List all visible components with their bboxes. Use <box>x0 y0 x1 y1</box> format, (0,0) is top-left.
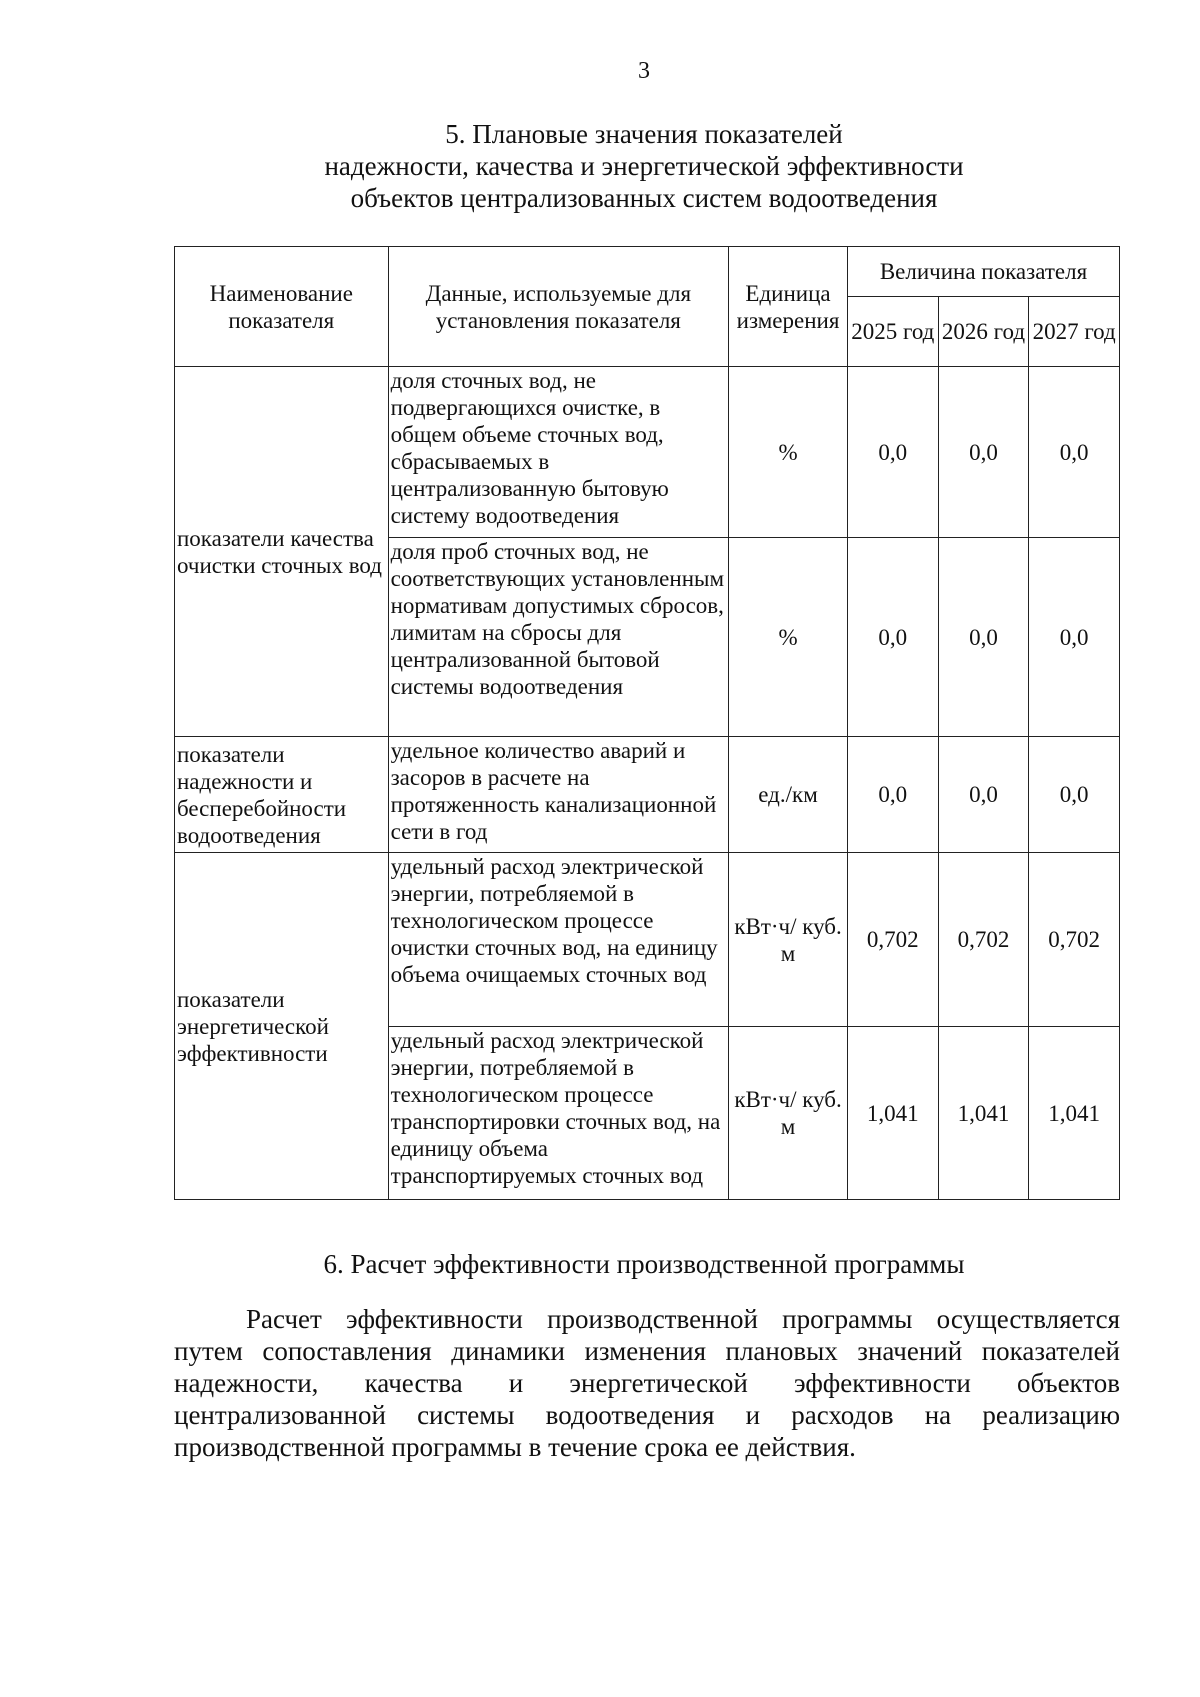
indicators-table <box>174 246 1120 1200</box>
row-value-2025: 0,702 <box>847 853 938 1027</box>
row-value-2027: 1,041 <box>1029 1027 1120 1200</box>
row-data-description: удельный расход электрической энергии, потребляемой в технологическом процессе транспортировки сточных вод, на единицу объема транспортируемых сточных вод <box>388 1027 729 1200</box>
group-name-treatment-quality: показатели качества очистки сточных вод <box>175 367 389 737</box>
page-number: 3 <box>638 58 650 84</box>
section-5-title-line1: 5. Плановые значения показателей <box>445 119 843 149</box>
row-value-2025: 0,0 <box>847 538 938 737</box>
section-6-paragraph: Расчет эффективности производственной программы осуществляется путем сопоставления динамики изменения плановых значений показателей надежности, качества и энергетической эффективности объектов централизованной системы водоотведения и расходов на реализацию производственной программы в течение срока ее действия. <box>174 1304 1120 1462</box>
header-indicator-name: Наименование показателя <box>175 247 389 367</box>
row-unit: % <box>729 538 848 737</box>
group-name-reliability: показатели надежности и бесперебойности водоотведения <box>175 737 389 853</box>
row-unit: кВт·ч/ куб. м <box>729 853 848 1027</box>
group-name-energy-efficiency: показатели энергетической эффективности <box>175 853 389 1200</box>
row-unit: кВт·ч/ куб. м <box>729 1027 848 1200</box>
header-unit: Единица измерения <box>729 247 848 367</box>
row-value-2027: 0,0 <box>1029 737 1120 853</box>
header-year-2025: 2025 год <box>847 297 938 367</box>
row-value-2026: 1,041 <box>938 1027 1029 1200</box>
row-data-description: удельное количество аварий и засоров в расчете на протяженность канализационной сети в год <box>388 737 729 853</box>
row-data-description: удельный расход электрической энергии, потребляемой в технологическом процессе очистки сточных вод, на единицу объема очищаемых сточных вод <box>388 853 729 1027</box>
row-value-2025: 0,0 <box>847 737 938 853</box>
table-row <box>175 853 1120 1027</box>
row-data-description: доля сточных вод, не подвергающихся очистке, в общем объеме сточных вод, сбрасываемых в централизованную бытовую систему водоотведения <box>388 367 729 538</box>
row-value-2026: 0,0 <box>938 737 1029 853</box>
table-row <box>175 367 1120 538</box>
row-value-2025: 1,041 <box>847 1027 938 1200</box>
header-year-2026: 2026 год <box>938 297 1029 367</box>
row-value-2026: 0,0 <box>938 367 1029 538</box>
row-value-2027: 0,0 <box>1029 538 1120 737</box>
row-unit: ед./км <box>729 737 848 853</box>
row-unit: % <box>729 367 848 538</box>
section-5-title-line2: надежности, качества и энергетической эффективности <box>324 151 964 181</box>
header-data-used: Данные, используемые для установления показателя <box>388 247 729 367</box>
section-5-title <box>0 118 1200 214</box>
header-year-2027: 2027 год <box>1029 297 1120 367</box>
section-5-title-line3: объектов централизованных систем водоотведения <box>350 183 938 213</box>
row-value-2026: 0,702 <box>938 853 1029 1027</box>
row-value-2027: 0,702 <box>1029 853 1120 1027</box>
row-data-description: доля проб сточных вод, не соответствующих установленным нормативам допустимых сбросов, лимитам на сбросы для централизованной бытовой системы водоотведения <box>388 538 729 737</box>
row-value-2026: 0,0 <box>938 538 1029 737</box>
header-value-group: Величина показателя <box>847 247 1119 297</box>
row-value-2025: 0,0 <box>847 367 938 538</box>
section-6-title: 6. Расчет эффективности производственной программы <box>323 1249 965 1279</box>
row-value-2027: 0,0 <box>1029 367 1120 538</box>
table-row <box>175 737 1120 853</box>
